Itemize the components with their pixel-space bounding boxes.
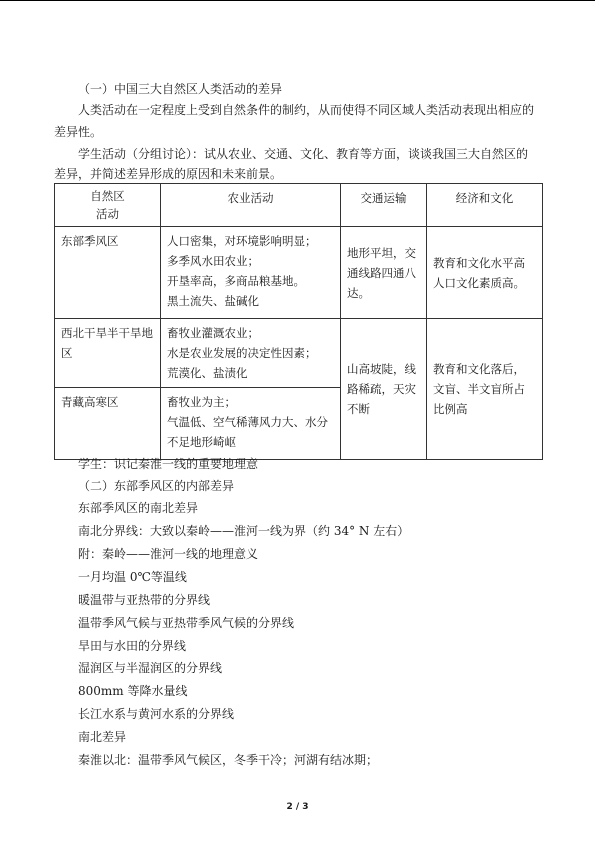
table-row: [55, 319, 543, 388]
activity-paragraph-line-1: 学生活动（分组讨论）：试从农业、交通、文化、教育等方面，谈谈我国三大自然区的: [78, 147, 529, 161]
economy-line: 教育和文化水平高: [433, 255, 525, 270]
body-line: 800mm 等降水量线: [78, 684, 188, 698]
agriculture-line: 多季风水田农业；: [167, 254, 259, 268]
header-corner-bottom: 活动: [96, 207, 119, 221]
header-transport: 交通运输: [360, 191, 407, 205]
regions-comparison-table: [54, 183, 543, 460]
agriculture-line: 人口密集，对环境影响明显；: [167, 234, 317, 248]
header-economy: 经济和文化: [455, 191, 514, 205]
transport-line: 山高坡陡，线: [347, 362, 416, 376]
body-line: 秦淮以北：温带季风气候区，冬季干冷；河湖有结冰期；: [78, 753, 379, 767]
agriculture-cell: [161, 388, 341, 460]
economy-line: 比例高: [433, 402, 468, 416]
transport-line: 地形平坦，交: [347, 245, 416, 260]
agriculture-line: 畜牧业为主；: [167, 395, 236, 409]
page-number: 2 / 3: [286, 802, 309, 812]
transport-cell: [341, 227, 427, 319]
header-corner-top: 自然区: [90, 189, 125, 203]
body-line: 暖温带与亚热带的分界线: [78, 593, 211, 607]
intro-paragraph-line-2: 差异性。: [54, 125, 103, 139]
shared-economy-cell: [427, 319, 543, 460]
header-agriculture: 农业活动: [227, 191, 274, 205]
body-line: 长江水系与黄河水系的分界线: [78, 707, 235, 721]
region-cell: [55, 319, 161, 388]
agriculture-line: 水是农业发展的决定性因素；: [167, 346, 317, 360]
transport-line: 路稀疏，天灾: [347, 382, 416, 396]
region-cell: 东部季风区: [55, 227, 161, 319]
region-cell: 青藏高寒区: [55, 388, 161, 460]
activity-paragraph-line-2: 差异，并简述差异形成的原因和未来前景。: [54, 167, 283, 181]
table-header-row: [55, 184, 543, 227]
body-line: 东部季风区的南北差异: [78, 501, 199, 515]
body-line: 旱田与水田的分界线: [78, 639, 187, 653]
transport-line: 达。: [347, 285, 370, 300]
body-line: 南北差异: [78, 730, 127, 744]
agriculture-line: 开垦率高，多商品粮基地。: [167, 274, 305, 288]
agriculture-line: 荒漠化、盐渍化: [167, 366, 248, 380]
top-border-line: [0, 0, 595, 1]
intro-paragraph-line-1: 人类活动在一定程度上受到自然条件的制约，从而使得不同区域人类活动表现出相应的: [78, 103, 535, 117]
economy-line: 人口文化素质高。: [433, 275, 525, 290]
agriculture-line: 畜牧业灌溉农业；: [167, 326, 259, 340]
header-corner-cell: [55, 184, 161, 227]
economy-line: 文盲、半文盲所占: [433, 382, 525, 396]
body-line: 附：秦岭——淮河一线的地理意义: [78, 547, 259, 561]
header-transport-cell: [341, 184, 427, 227]
economy-cell: [427, 227, 543, 319]
body-line: 学生：识记秦淮一线的重要地理意: [78, 457, 259, 471]
body-line: 温带季风气候与亚热带季风气候的分界线: [78, 616, 295, 630]
economy-line: 教育和文化落后，: [433, 362, 525, 376]
header-economy-cell: [427, 184, 543, 227]
agriculture-cell: [161, 319, 341, 388]
shared-transport-cell: [341, 319, 427, 460]
region-line: 西北干旱半干旱地: [61, 326, 153, 340]
agriculture-cell: [161, 227, 341, 319]
agriculture-line: 气温低、空气稀薄风力大、水分: [167, 415, 328, 429]
region-line: 区: [61, 346, 73, 360]
section-heading-1: （一）中国三大自然区人类活动的差异: [78, 82, 283, 96]
body-line: 一月均温 0℃等温线: [78, 570, 187, 584]
header-agriculture-cell: [161, 184, 341, 227]
section-heading-2: （二）东部季风区的内部差异: [78, 479, 235, 493]
transport-line: 不断: [347, 402, 370, 416]
agriculture-line: 黑土流失、盐碱化: [167, 294, 259, 308]
body-line: 湿润区与半湿润区的分界线: [78, 661, 223, 675]
agriculture-line: 不足地形崎岖: [167, 435, 236, 449]
transport-line: 通线路四通八: [347, 265, 416, 280]
body-line: 南北分界线：大致以秦岭——淮河一线为界（约 34° N 左右）: [78, 524, 410, 538]
table-row: [55, 227, 543, 319]
